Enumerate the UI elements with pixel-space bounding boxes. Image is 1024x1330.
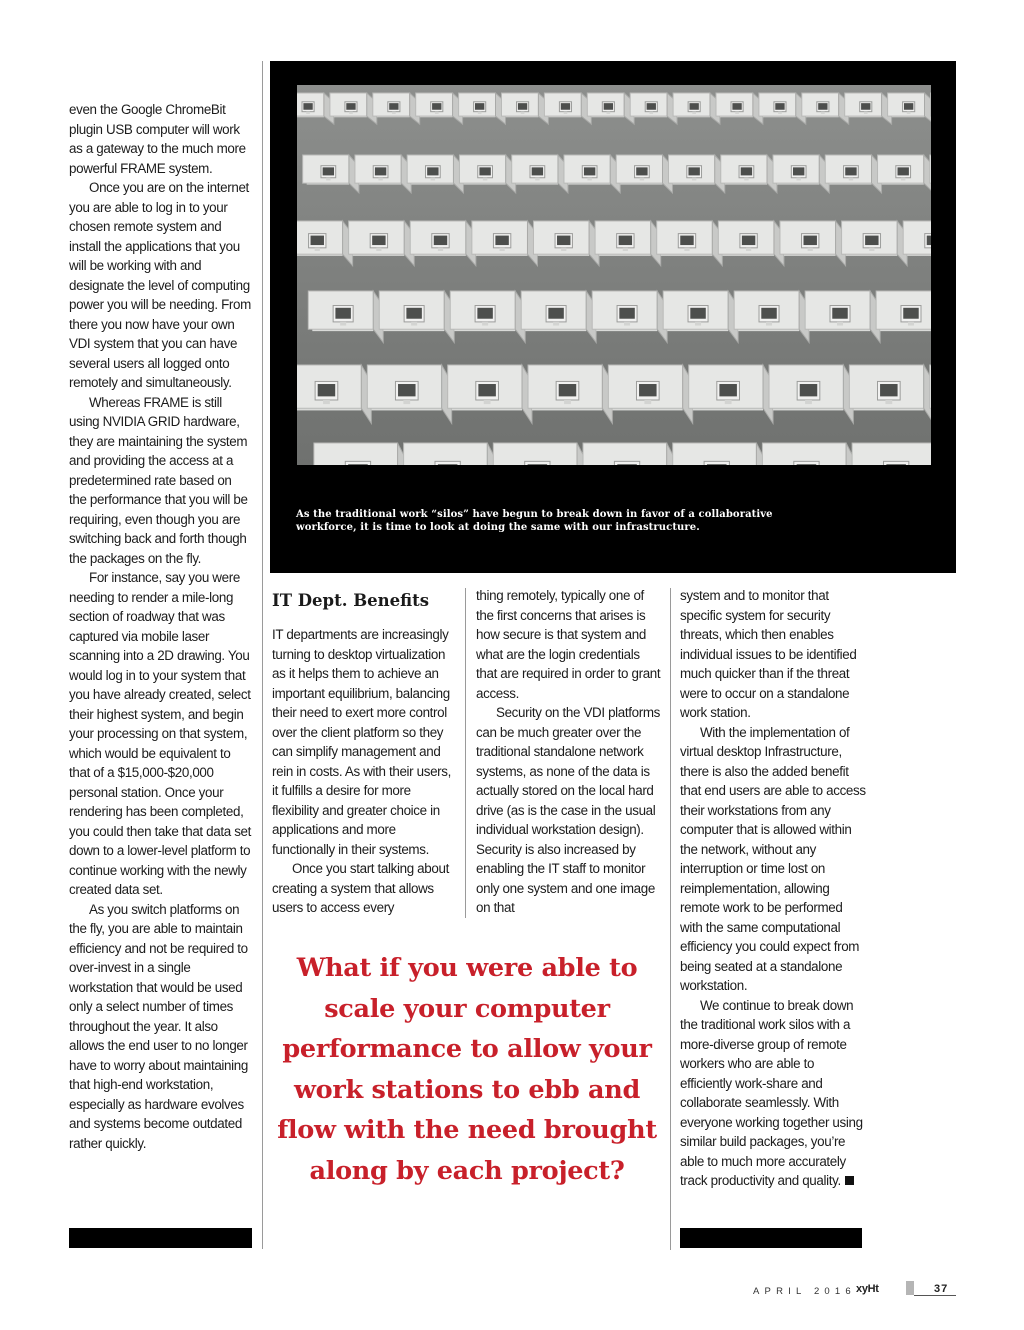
- paragraph: With the implementation of virtual desktop Infrastructure, there is also the added benefit that end users are able to access their workstations from any computer that is allowed within the network, without any interruption or time lost on reimplementation, allowing remote work to be performed with the same computational efficiency you could expect from being seated at a standalone workstation.: [680, 724, 866, 993]
- footer-block-mark: [906, 1281, 914, 1295]
- column-rule-right: [670, 588, 671, 1250]
- column-rule-middle: [465, 588, 466, 918]
- footer-rule: [914, 1295, 956, 1296]
- article-column-right: [680, 586, 866, 1191]
- column-rule-left: [262, 61, 263, 1249]
- paragraph: As you switch platforms on the fly, you are able to maintain efficiency and not be required to over-invest in a single workstation that would be used only a select number of times throughout the year. It also allows the end user to no longer have to worry about maintaining that high-end workstation, especially as hardware evolves and systems become outdated rather quickly.: [69, 901, 248, 1151]
- footer-brand: xyHt: [856, 1283, 879, 1295]
- paragraph: thing remotely, typically one of the first concerns that arises is how secure is that system and what are the login credentials that are required in order to grant access.: [476, 588, 661, 701]
- article-column-middle-2: [476, 586, 662, 918]
- column-end-bar-left: [69, 1228, 252, 1248]
- paragraph: We continue to break down the traditional work silos with a more-diverse group of remote workers who are able to efficiently work-share and collaborate seamlessly. With everyone working together using similar build packages, you’re able to much more accurately track productivity and quality.: [680, 997, 863, 1188]
- pull-quote: What if you were able to scale your computer performance to allow your work stations to ebb and flow with the need brought along by each project?: [277, 953, 657, 1186]
- page-number: 37: [934, 1283, 949, 1295]
- article-column-middle: [272, 625, 458, 918]
- column-end-bar-right: [680, 1228, 862, 1248]
- footer-date: APRIL 2016: [753, 1286, 856, 1297]
- paragraph: IT departments are increasingly turning to desktop virtualization as it helps them to achieve an important equilibrium, balancing their need to exert more control over the client platform so they can simplify management and rein in costs. As with their users, it fulfills a desire for more flexibility and greater choice in applications and more functionally in their systems.: [272, 627, 452, 857]
- paragraph: Whereas FRAME is still using NVIDIA GRID hardware, they are maintaining the system and providing the access at a predetermined rate based on the performance that you will be requiring, even though you are switching back and forth though the packages on the fly.: [69, 394, 248, 566]
- paragraph: Once you are on the internet you are able to log in to your chosen remote system and install the applications that you will be working with and designate the level of computing power you will be needing. From there you now have your own VDI system that you can have several users all logged onto remotely and simultaneously.: [69, 180, 251, 390]
- section-heading: IT Dept. Benefits: [272, 591, 430, 610]
- paragraph: Security on the VDI platforms can be much greater over the traditional standalone network systems, as none of the data is actually stored on the local hard drive (as is the case in the usual individual workstation design). Security is also increased by enabling the IT staff to monitor only one system and one image on that: [476, 705, 661, 915]
- paragraph: For instance, say you were needing to render a mile-long section of roadway that was captured via mobile laser scanning into a 2D drawing. You would log in to your system that you have already created, select their highest system, and begin your processing on that system, which would be equivalent to that of a $15,000-$20,000 personal station. Once your rendering has been completed, you could then take that data set down to a lower-level platform to continue working with the newly created data set.: [69, 570, 252, 897]
- office-cubicles-photo: [297, 85, 931, 465]
- end-of-article-icon: [845, 1176, 854, 1185]
- article-column-left: [69, 100, 252, 1153]
- paragraph: even the Google ChromeBit plugin USB computer will work as a gateway to the much more powerful FRAME system.: [69, 102, 246, 176]
- photo-caption: As the traditional work “silos” have begun to break down in favor of a collaborative workforce, it is time to look at doing the same with our infrastructure.: [296, 509, 773, 533]
- paragraph: system and to monitor that specific system for security threats, which then enables individual issues to be identified much quicker than if the threat were to occur on a standalone work station.: [680, 588, 857, 720]
- paragraph: Once you start talking about creating a system that allows users to access every: [272, 861, 449, 915]
